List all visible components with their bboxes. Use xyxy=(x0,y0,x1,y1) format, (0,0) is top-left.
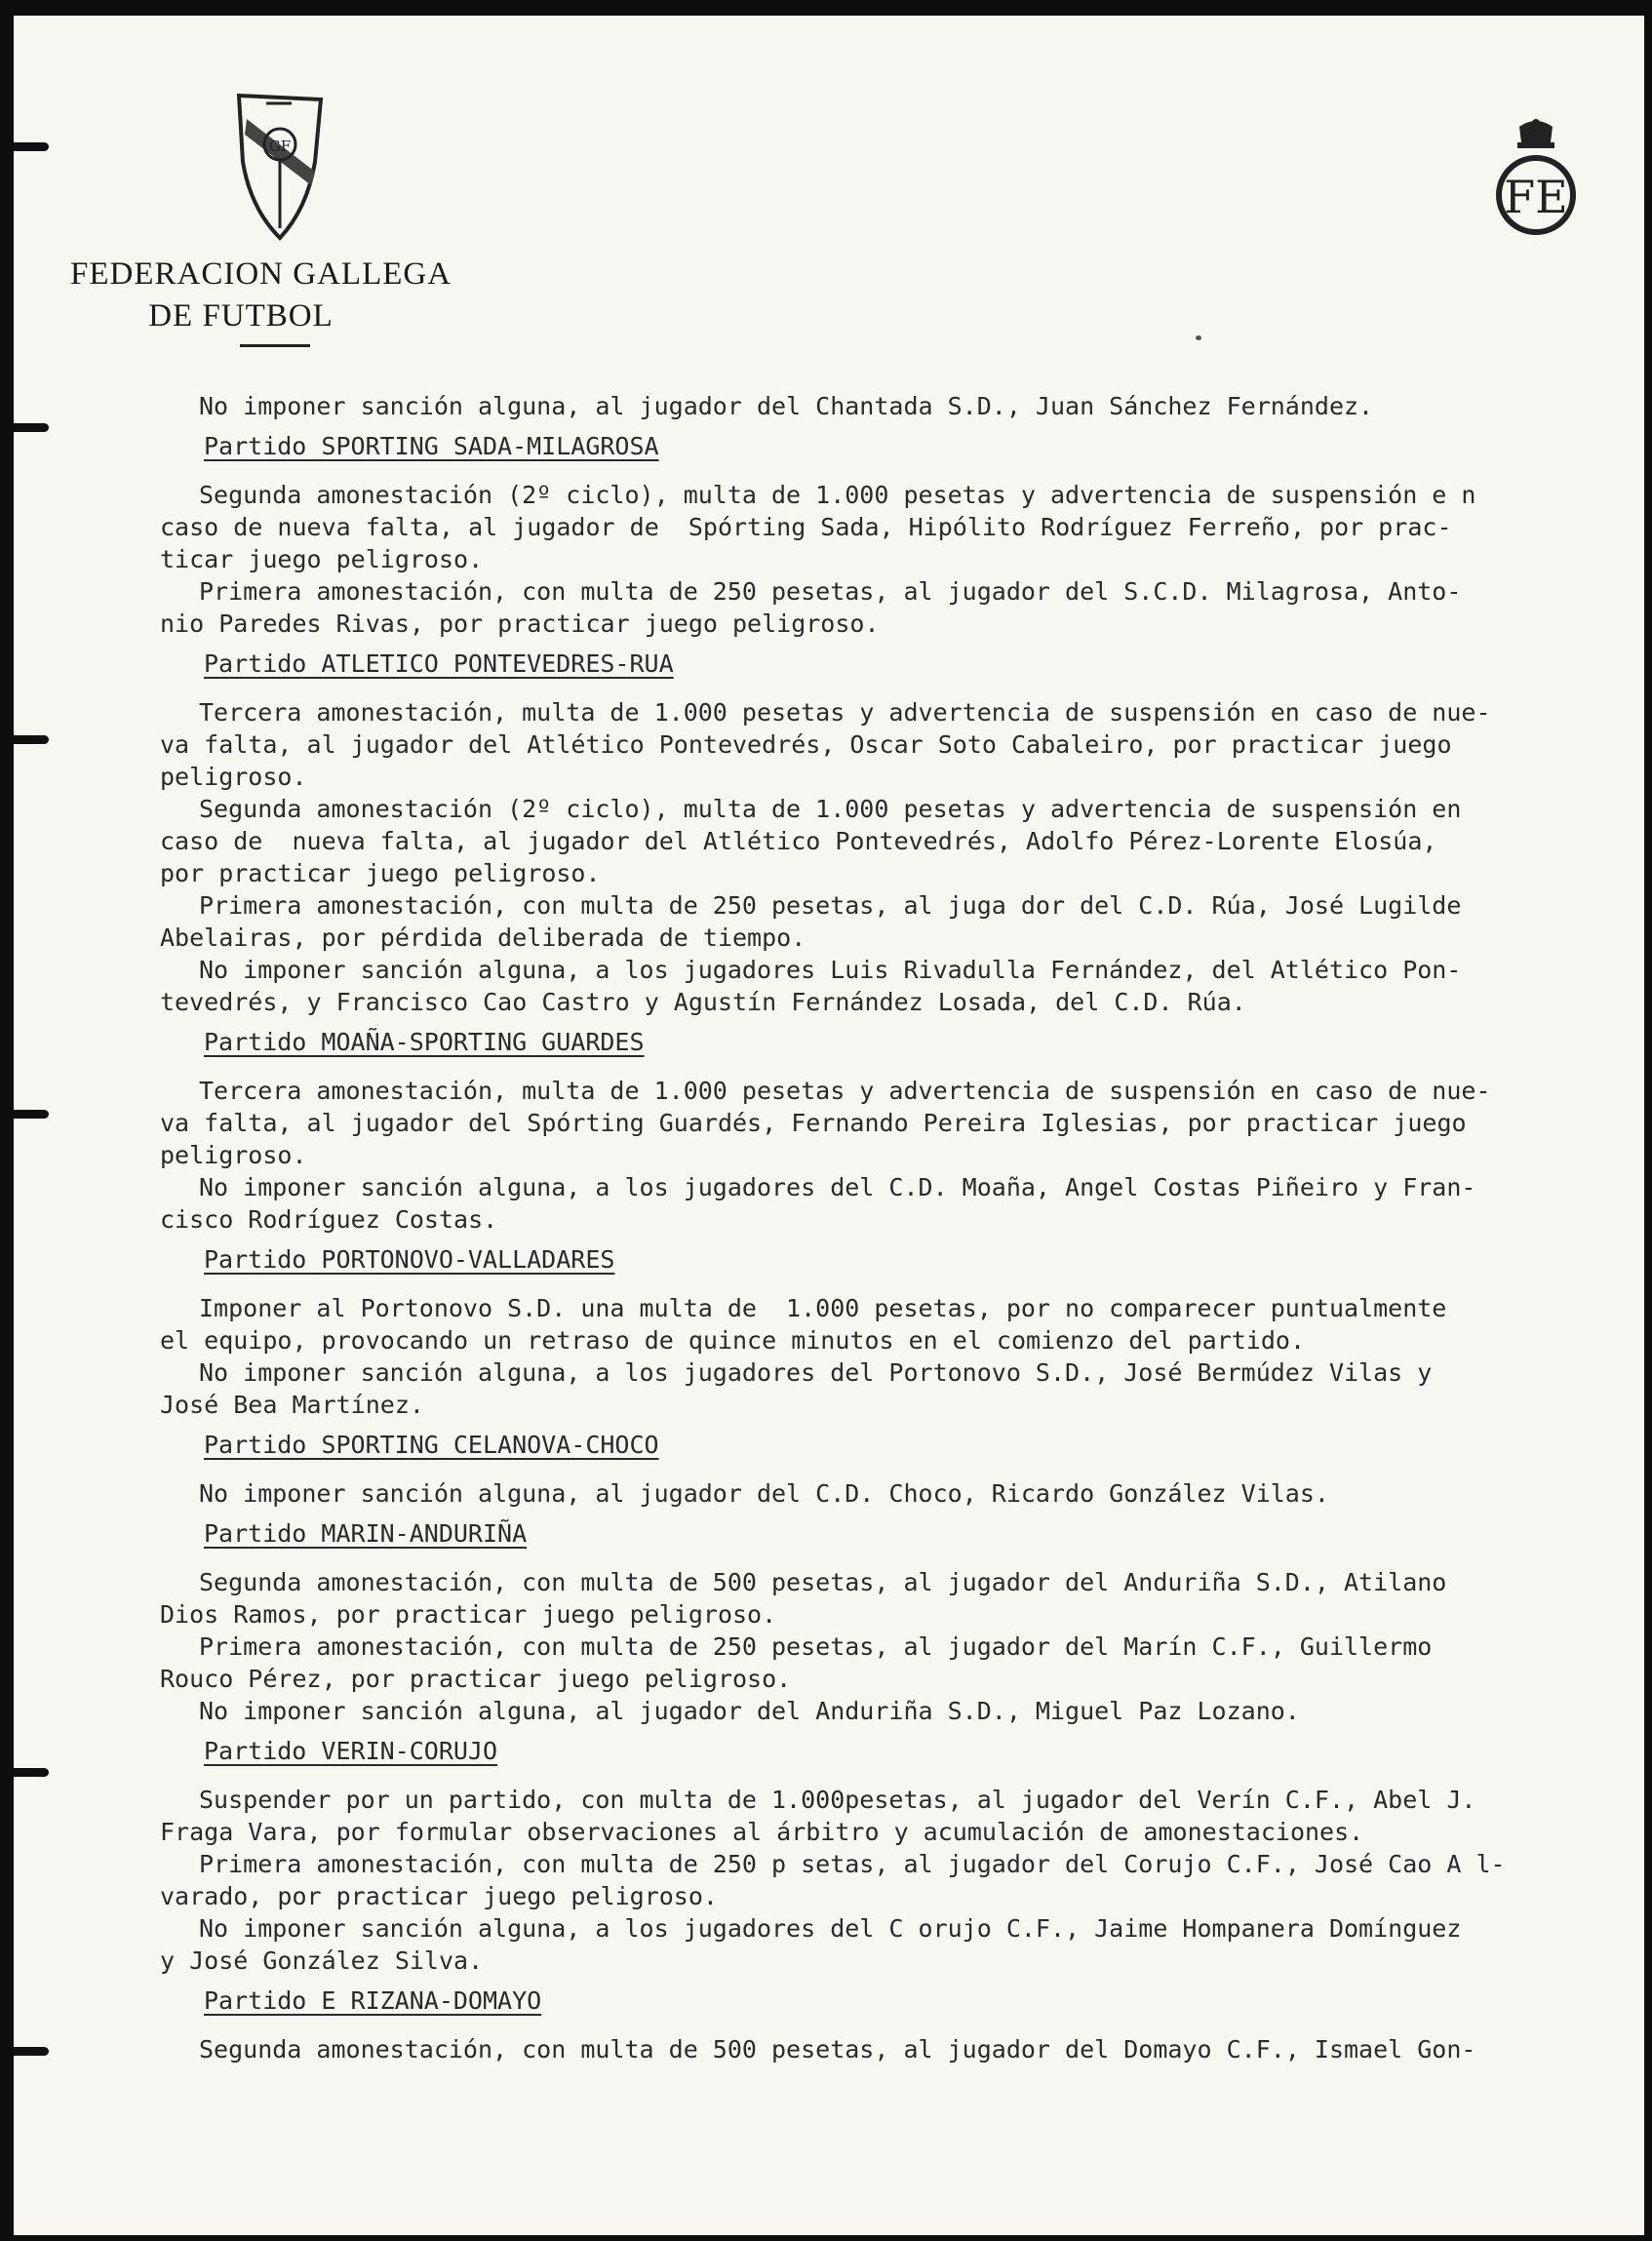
text-line: Imponer al Portonovo S.D. una multa de 1.000 pesetas, por no comparecer puntualmente xyxy=(199,1294,1447,1322)
text-line: José Bea Martínez. xyxy=(160,1391,424,1419)
text-line: Primera amonestación, con multa de 250 p setas, al jugador del Corujo C.F., José Cao A l- xyxy=(199,1850,1506,1878)
text-line: Dios Ramos, por practicar juego peligroso. xyxy=(160,1600,777,1629)
match-heading-text: Partido SPORTING CELANOVA-CHOCO xyxy=(204,1431,659,1459)
federation-name-line2: DE FUTBOL xyxy=(148,298,334,334)
federation-name-line1: FEDERACION GALLEGA xyxy=(70,256,452,292)
paper-speck xyxy=(1196,335,1201,340)
sanction-paragraph xyxy=(160,390,1623,422)
sanction-paragraph xyxy=(160,1848,1623,1912)
sanction-paragraph xyxy=(160,1171,1623,1236)
text-line: va falta, al jugador del Spórting Guardés, Fernando Pereira Iglesias, por practicar juego xyxy=(160,1109,1467,1137)
text-line: caso de nueva falta, al jugador de Spórting Sada, Hipólito Rodríguez Ferreño, por prac- xyxy=(160,513,1452,541)
match-heading xyxy=(160,1243,1623,1276)
match-heading-text: Partido ATLETICO PONTEVEDRES-RUA xyxy=(204,649,674,678)
resolutions-text xyxy=(160,390,1623,2065)
sanction-paragraph xyxy=(160,1784,1623,1848)
match-heading xyxy=(160,1985,1623,2017)
binder-hole xyxy=(14,142,49,151)
text-line: Segunda amonestación (2º ciclo), multa de 1.000 pesetas y advertencia de suspensión e n xyxy=(199,481,1476,509)
match-heading xyxy=(160,648,1623,680)
text-line: nio Paredes Rivas, por practicar juego peligroso. xyxy=(160,609,880,638)
match-heading-text: Partido SPORTING SADA-MILAGROSA xyxy=(204,432,659,460)
match-heading-text: Partido PORTONOVO-VALLADARES xyxy=(204,1245,615,1274)
text-line: Tercera amonestación, multa de 1.000 pesetas y advertencia de suspensión en caso de nue- xyxy=(199,1077,1491,1105)
text-line: Suspender por un partido, con multa de 1.000pesetas, al jugador del Verín C.F., Abel J. xyxy=(199,1786,1476,1814)
binder-hole xyxy=(14,423,49,432)
text-line: varado, por practicar juego peligroso. xyxy=(160,1882,718,1910)
match-heading xyxy=(160,1429,1623,1461)
text-line: cisco Rodríguez Costas. xyxy=(160,1205,498,1234)
text-line: por practicar juego peligroso. xyxy=(160,859,601,887)
sanction-paragraph xyxy=(160,575,1623,640)
text-line: Rouco Pérez, por practicar juego peligroso. xyxy=(160,1665,792,1693)
binder-hole xyxy=(14,2047,49,2056)
text-line: Primera amonestación, con multa de 250 pesetas, al jugador del Marín C.F., Guillermo xyxy=(199,1632,1433,1661)
text-line: Tercera amonestación, multa de 1.000 pesetas y advertencia de suspensión en caso de nue- xyxy=(199,698,1491,727)
text-line: el equipo, provocando un retraso de quince minutos en el comienzo del partido. xyxy=(160,1326,1305,1355)
text-line: y José González Silva. xyxy=(160,1946,484,1975)
sanction-paragraph xyxy=(160,793,1623,889)
match-heading xyxy=(160,1026,1623,1058)
text-line: tevedrés, y Francisco Cao Castro y Agustín Fernández Losada, del C.D. Rúa. xyxy=(160,988,1246,1016)
text-line: Segunda amonestación, con multa de 500 pesetas, al jugador del Anduriña S.D., Atilano xyxy=(199,1568,1447,1596)
binder-hole xyxy=(14,1768,49,1777)
document-page xyxy=(14,16,1644,2235)
svg-text:GF: GF xyxy=(268,138,292,155)
sanction-paragraph xyxy=(160,954,1623,1018)
text-line: Primera amonestación, con multa de 250 pesetas, al juga dor del C.D. Rúa, José Lugilde xyxy=(199,891,1462,920)
sanction-paragraph xyxy=(160,889,1623,954)
match-heading-text: Partido E RIZANA-DOMAYO xyxy=(204,1986,542,2015)
text-line: No imponer sanción alguna, al jugador del Chantada S.D., Juan Sánchez Fernández. xyxy=(199,392,1374,420)
match-heading-text: Partido MARIN-ANDURIÑA xyxy=(204,1519,528,1548)
text-line: va falta, al jugador del Atlético Pontevedrés, Oscar Soto Cabaleiro, por practicar juego xyxy=(160,730,1452,759)
binder-hole xyxy=(14,1110,49,1119)
text-line: Segunda amonestación (2º ciclo), multa de 1.000 pesetas y advertencia de suspensión en xyxy=(199,795,1462,823)
text-line: No imponer sanción alguna, a los jugadores del C.D. Moaña, Angel Costas Piñeiro y Fran- xyxy=(199,1173,1476,1201)
letterhead-rule xyxy=(240,344,310,347)
federation-name xyxy=(70,254,452,337)
text-line: caso de nueva falta, al jugador del Atlético Pontevedrés, Adolfo Pérez-Lorente Elosúa, xyxy=(160,827,1437,855)
text-line: Abelairas, por pérdida deliberada de tiempo. xyxy=(160,924,806,952)
text-line: Primera amonestación, con multa de 250 pesetas, al jugador del S.C.D. Milagrosa, Anto- xyxy=(199,577,1462,606)
sanction-paragraph xyxy=(160,479,1623,575)
sanction-paragraph xyxy=(160,1356,1623,1421)
match-heading-text: Partido VERIN-CORUJO xyxy=(204,1737,498,1765)
sanction-paragraph xyxy=(160,1631,1623,1695)
match-heading-text: Partido MOAÑA-SPORTING GUARDES xyxy=(204,1028,645,1056)
text-line: No imponer sanción alguna, al jugador del Anduriña S.D., Miguel Paz Lozano. xyxy=(199,1697,1300,1725)
sanction-paragraph xyxy=(160,1075,1623,1171)
text-line: No imponer sanción alguna, a los jugadores del C orujo C.F., Jaime Hompanera Domínguez xyxy=(199,1914,1462,1943)
text-line: No imponer sanción alguna, al jugador del C.D. Choco, Ricardo González Vilas. xyxy=(199,1479,1329,1508)
text-line: ticar juego peligroso. xyxy=(160,545,484,573)
sanction-paragraph xyxy=(160,1566,1623,1631)
text-line: peligroso. xyxy=(160,1141,307,1169)
sanction-paragraph xyxy=(160,1695,1623,1727)
sanction-paragraph xyxy=(160,696,1623,793)
text-line: No imponer sanción alguna, a los jugadores del Portonovo S.D., José Bermúdez Vilas y xyxy=(199,1358,1433,1387)
text-line: Fraga Vara, por formular observaciones al árbitro y acumulación de amonestaciones. xyxy=(160,1818,1364,1846)
match-heading xyxy=(160,1735,1623,1767)
text-line: No imponer sanción alguna, a los jugadores Luis Rivadulla Fernández, del Atlético Pon- xyxy=(199,956,1462,984)
svg-text:FE: FE xyxy=(1504,171,1568,223)
match-heading xyxy=(160,430,1623,462)
text-line: Segunda amonestación, con multa de 500 pesetas, al jugador del Domayo C.F., Ismael Gon- xyxy=(199,2035,1476,2064)
sanction-paragraph xyxy=(160,1292,1623,1356)
sanction-paragraph xyxy=(160,2033,1623,2065)
match-heading xyxy=(160,1517,1623,1550)
federation-shield-crest xyxy=(233,92,327,248)
text-line: peligroso. xyxy=(160,763,307,791)
sanction-paragraph xyxy=(160,1477,1623,1510)
royal-federation-crest xyxy=(1492,117,1580,254)
sanction-paragraph xyxy=(160,1912,1623,1977)
binder-hole xyxy=(14,735,49,744)
